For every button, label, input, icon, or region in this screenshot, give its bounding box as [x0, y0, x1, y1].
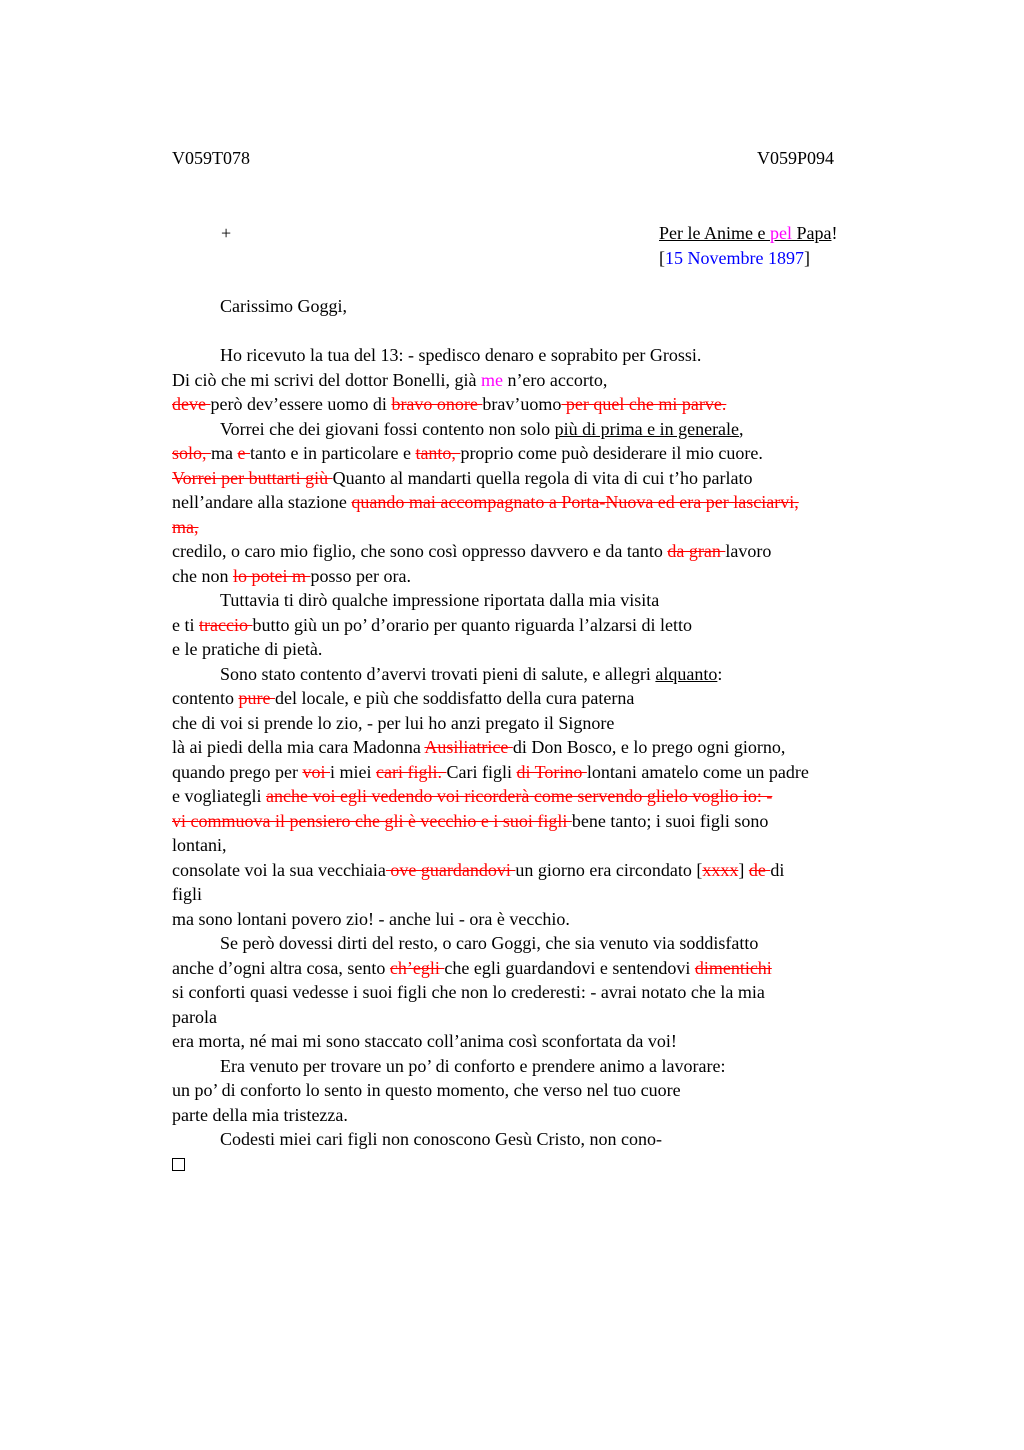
letter-line	[172, 711, 932, 736]
line-text: Quanto al mandarti quella regola di vita di cui t’ho parlato	[332, 467, 753, 488]
line-text: parte della mia tristezza.	[172, 1104, 348, 1125]
deleted-text: solo,	[172, 443, 212, 463]
letter-line	[172, 564, 932, 589]
deleted-text: dimentichi	[694, 957, 772, 978]
letter-line	[172, 1005, 932, 1030]
date-bracket-close: ]	[803, 247, 810, 268]
line-text: e le pratiche di pietà.	[172, 639, 323, 659]
line-text: nell’andare alla stazione	[172, 492, 352, 512]
motto-block	[659, 221, 837, 270]
deleted-text: lo potei m	[232, 565, 311, 586]
deleted-text: ma,	[172, 516, 199, 537]
letter-line	[172, 539, 932, 564]
line-text: ma sono lontani povero zio! - anche lui - ora è vecchio.	[172, 908, 570, 929]
line-text: e ti	[172, 614, 199, 635]
deleted-text: da gran	[667, 541, 726, 561]
letter-line	[172, 735, 932, 760]
letter-line	[172, 417, 932, 442]
page-code-right: V059P094	[757, 148, 835, 168]
line-text: Cari figli	[446, 761, 517, 782]
line-text: di	[770, 859, 785, 880]
line-text: n’ero accorto,	[502, 369, 608, 390]
motto-excl: !	[831, 223, 838, 243]
letter-line	[172, 441, 932, 466]
line-text: consolate voi la sua vecchiaia	[172, 859, 386, 880]
line-text: Vorrei che dei giovani fossi contento non solo	[220, 418, 555, 439]
line-text: e vogliategli	[172, 786, 266, 806]
line-text: lontani amatelo come un padre	[586, 761, 809, 782]
square-icon	[172, 1158, 185, 1171]
deleted-text: de	[748, 859, 771, 880]
motto-papa: Papa	[796, 223, 832, 243]
line-text: ]	[738, 859, 749, 880]
letter-line	[172, 466, 932, 491]
line-text: credilo, o caro mio figlio, che sono così oppresso davvero e da tanto	[172, 541, 668, 561]
line-text: si conforti quasi vedesse i suoi figli che non lo crederesti: - avrai notato che la mia	[172, 982, 765, 1002]
line-text: lavoro	[725, 541, 772, 561]
line-text: quando prego per	[172, 761, 303, 782]
deleted-text: deve	[172, 394, 211, 414]
line-text: butto giù un po’ d’orario per quanto riguarda l’alzarsi di letto	[252, 614, 693, 635]
line-text: anche d’ogni altra cosa, sento	[172, 957, 390, 978]
deleted-text: Vorrei per buttarti giù	[172, 467, 333, 488]
line-text: che egli guardandovi e sentendovi	[444, 957, 695, 978]
underlined-text: più di prima e in generale	[554, 418, 740, 439]
line-text: Tuttavia ti dirò qualche impressione riportata dalla mia visita	[220, 590, 660, 610]
line-text: del locale, e più che soddisfatto della cura paterna	[274, 688, 635, 708]
letter-line	[172, 833, 932, 858]
deleted-text: traccio	[199, 614, 253, 635]
line-text: i miei	[329, 761, 376, 782]
line-text: brav’uomo	[482, 394, 562, 414]
letter-line	[172, 980, 932, 1005]
line-text: di Don Bosco, e lo prego ogni giorno,	[512, 737, 786, 757]
cross-symbol: +	[221, 223, 232, 243]
letter-line	[172, 882, 932, 907]
line-text: :	[717, 663, 723, 684]
line-text: Ho ricevuto la tua del 13: - spedisco denaro e soprabito per Grossi.	[220, 345, 702, 365]
letter-line	[172, 662, 932, 687]
inserted-text: me	[480, 369, 503, 390]
letter-line	[172, 343, 932, 368]
deleted-text: ch’egli	[389, 957, 445, 978]
line-text: figli	[172, 884, 202, 904]
document-code-left: V059T078	[172, 148, 250, 168]
date-bracket-open: [	[659, 247, 665, 268]
deleted-text: e	[237, 443, 251, 463]
motto-text	[659, 223, 831, 243]
line-text: tanto e in particolare e	[250, 443, 416, 463]
deleted-text: voi	[302, 761, 330, 782]
line-text: posso per ora.	[310, 565, 411, 586]
deleted-text: tanto,	[415, 443, 461, 463]
deleted-text: bravo onore	[391, 394, 483, 414]
line-text: che non	[172, 565, 233, 586]
letter-line	[172, 956, 932, 981]
line-text: un po’ di conforto lo sento in questo momento, che verso nel tuo cuore	[172, 1080, 681, 1100]
date-text: 15 Novembre 1897	[665, 247, 804, 268]
line-text: là ai piedi della mia cara Madonna	[172, 737, 425, 757]
motto-line	[659, 221, 837, 246]
letter-body	[172, 343, 932, 1176]
letter-line	[172, 1054, 932, 1079]
deleted-text: per quel che mi parve.	[561, 394, 727, 414]
line-text: Di ciò che mi scrivi del dottor Bonelli, già	[172, 369, 481, 390]
letter-line	[172, 858, 932, 883]
greeting: Carissimo Goggi,	[220, 296, 348, 316]
motto-part: Per le Anime e	[659, 223, 770, 243]
line-text: ma	[211, 443, 238, 463]
deleted-text: anche voi egli vedendo voi ricorderà come servendo glielo voglio io: -	[265, 786, 773, 806]
line-text: che di voi si prende lo zio, - per lui ho anzi pregato il Signore	[172, 712, 615, 733]
deleted-text: cari figli.	[375, 761, 447, 782]
line-text: Sono stato contento d’avervi trovati pieni di salute, e allegri	[220, 663, 656, 684]
letter-line	[172, 686, 932, 711]
page-end-marker-line	[172, 1152, 932, 1177]
deleted-text: pure	[238, 688, 275, 708]
line-text: lontani,	[172, 835, 227, 855]
deleted-text: vi commuova il pensiero che gli è vecchio e i suoi figli	[172, 810, 572, 831]
motto-pel: pel	[769, 223, 792, 243]
letter-line	[172, 1029, 932, 1054]
line-text: Era venuto per trovare un po’ di conforto e prendere animo a lavorare:	[220, 1055, 726, 1076]
line-text: proprio come può desiderare il mio cuore.	[460, 443, 763, 463]
letter-line	[172, 515, 932, 540]
letter-line	[172, 1078, 932, 1103]
letter-date	[659, 246, 837, 271]
line-text: era morta, né mai mi sono staccato coll’anima così sconfortata da voi!	[172, 1031, 677, 1051]
letter-line	[172, 637, 932, 662]
letter-line	[172, 1127, 932, 1152]
letter-line	[172, 809, 932, 834]
letter-line	[172, 588, 932, 613]
letter-line	[172, 392, 932, 417]
deleted-text: ove guardandovi	[385, 859, 516, 880]
line-text: bene tanto; i suoi figli sono	[571, 810, 769, 831]
letter-line	[172, 907, 932, 932]
line-text: ,	[739, 418, 744, 439]
letter-line	[172, 490, 932, 515]
line-text: però dev’essere uomo di	[210, 394, 392, 414]
deleted-text: Ausiliatrice	[424, 737, 513, 757]
deleted-text: di Torino	[516, 761, 587, 782]
letter-line	[172, 613, 932, 638]
line-text: Codesti miei cari figli non conoscono Gesù Cristo, non cono-	[220, 1129, 662, 1149]
letter-line	[172, 931, 932, 956]
letter-line	[172, 368, 932, 393]
line-text: parola	[172, 1006, 217, 1027]
deleted-text: xxxx	[702, 859, 739, 880]
letter-line	[172, 784, 932, 809]
line-text: Se però dovessi dirti del resto, o caro Goggi, che sia venuto via soddisfatto	[220, 933, 759, 953]
deleted-text: quando mai accompagnato a Porta-Nuova ed era per lasciarvi,	[351, 492, 799, 512]
underlined-text: alquanto	[655, 663, 718, 684]
letter-line	[172, 1103, 932, 1128]
line-text: contento	[172, 688, 239, 708]
line-text: un giorno era circondato [	[515, 859, 703, 880]
letter-line	[172, 760, 932, 785]
